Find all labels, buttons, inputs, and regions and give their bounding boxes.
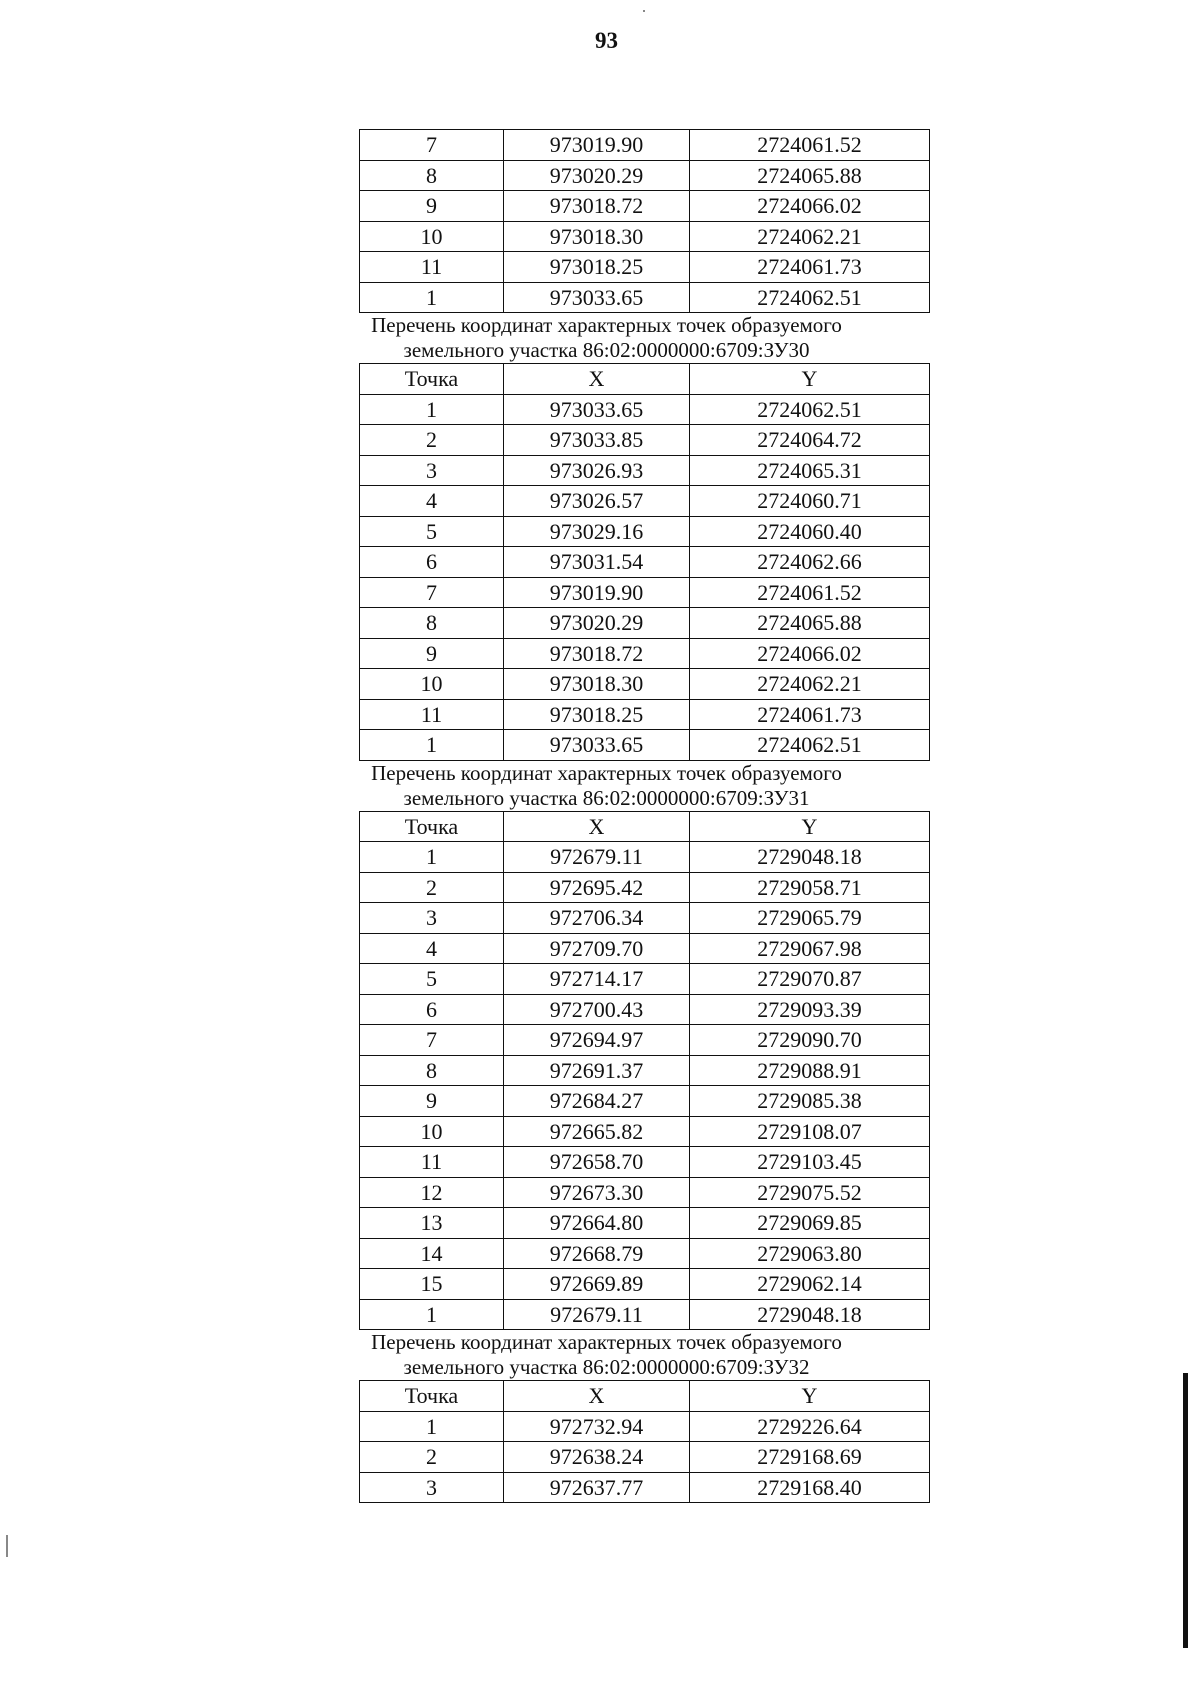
y-coordinate-cell: 2724066.02	[690, 638, 930, 669]
page-number: 93	[595, 28, 618, 53]
section-caption	[0, 761, 1200, 811]
x-coordinate-cell: 972673.30	[504, 1177, 690, 1208]
x-coordinate-cell: 972700.43	[504, 994, 690, 1025]
table-row	[360, 608, 930, 639]
y-coordinate-cell: 2724062.21	[690, 669, 930, 700]
table-row	[360, 252, 930, 283]
point-header: Точка	[360, 1381, 504, 1412]
coordinate-section	[0, 313, 1200, 761]
point-number-cell: 1	[360, 1299, 504, 1330]
y-coordinate-cell: 2729067.98	[690, 933, 930, 964]
x-coordinate-cell: 972691.37	[504, 1055, 690, 1086]
y-coordinate-cell: 2729070.87	[690, 964, 930, 995]
point-number-cell: 1	[360, 282, 504, 313]
point-number-cell: 9	[360, 191, 504, 222]
table-row	[360, 872, 930, 903]
point-number-cell: 8	[360, 608, 504, 639]
x-coordinate-cell: 972714.17	[504, 964, 690, 995]
y-coordinate-cell: 2724065.88	[690, 608, 930, 639]
y-coordinate-cell: 2729085.38	[690, 1086, 930, 1117]
x-coordinate-cell: 973033.85	[504, 425, 690, 456]
scan-speck	[643, 10, 645, 12]
table-row	[360, 1147, 930, 1178]
caption-line-2: земельного участка 86:02:0000000:6709:ЗУ30	[403, 338, 810, 362]
section-caption	[0, 1330, 1200, 1380]
y-coordinate-cell: 2724062.66	[690, 547, 930, 578]
point-number-cell: 15	[360, 1269, 504, 1300]
y-coordinate-cell: 2729048.18	[690, 842, 930, 873]
point-number-cell: 4	[360, 486, 504, 517]
table-row	[360, 933, 930, 964]
point-number-cell: 3	[360, 455, 504, 486]
y-header: Y	[690, 1381, 930, 1412]
x-coordinate-cell: 973033.65	[504, 282, 690, 313]
y-coordinate-cell: 2724060.40	[690, 516, 930, 547]
point-number-cell: 2	[360, 1442, 504, 1473]
point-number-cell: 10	[360, 221, 504, 252]
x-coordinate-cell: 973019.90	[504, 130, 690, 161]
y-coordinate-cell: 2724062.51	[690, 730, 930, 761]
x-coordinate-cell: 972668.79	[504, 1238, 690, 1269]
x-coordinate-cell: 973033.65	[504, 730, 690, 761]
caption-line-1: Перечень координат характерных точек образуемого	[371, 760, 842, 785]
y-coordinate-cell: 2729103.45	[690, 1147, 930, 1178]
point-number-cell: 12	[360, 1177, 504, 1208]
x-coordinate-cell: 972679.11	[504, 842, 690, 873]
table-row	[360, 903, 930, 934]
point-number-cell: 1	[360, 394, 504, 425]
caption-line-2: земельного участка 86:02:0000000:6709:ЗУ31	[403, 785, 810, 810]
x-coordinate-cell: 973018.72	[504, 638, 690, 669]
coordinate-section	[0, 1330, 1200, 1503]
table-row	[360, 547, 930, 578]
coordinates-table-continued	[359, 129, 930, 313]
y-coordinate-cell: 2729168.69	[690, 1442, 930, 1473]
point-number-cell: 9	[360, 638, 504, 669]
coordinate-section	[0, 761, 1200, 1331]
x-coordinate-cell: 972706.34	[504, 903, 690, 934]
x-coordinate-cell: 972679.11	[504, 1299, 690, 1330]
document-body	[0, 129, 1200, 1503]
x-coordinate-cell: 973020.29	[504, 160, 690, 191]
table-row	[360, 699, 930, 730]
x-coordinate-cell: 973033.65	[504, 394, 690, 425]
table-header-row	[360, 811, 930, 842]
x-coordinate-cell: 973018.30	[504, 221, 690, 252]
point-number-cell: 11	[360, 1147, 504, 1178]
x-coordinate-cell: 973031.54	[504, 547, 690, 578]
table-row	[360, 1269, 930, 1300]
x-coordinate-cell: 972664.80	[504, 1208, 690, 1239]
y-coordinate-cell: 2729168.40	[690, 1472, 930, 1503]
point-number-cell: 1	[360, 1411, 504, 1442]
x-coordinate-cell: 973026.93	[504, 455, 690, 486]
table-row	[360, 160, 930, 191]
table-row	[360, 1208, 930, 1239]
scan-speck	[6, 1535, 8, 1557]
point-header: Точка	[360, 811, 504, 842]
point-number-cell: 10	[360, 1116, 504, 1147]
y-coordinate-cell: 2724060.71	[690, 486, 930, 517]
coordinates-table	[359, 363, 930, 761]
table-row	[360, 486, 930, 517]
point-number-cell: 14	[360, 1238, 504, 1269]
x-coordinate-cell: 972732.94	[504, 1411, 690, 1442]
point-number-cell: 3	[360, 903, 504, 934]
table-row	[360, 577, 930, 608]
table-row	[360, 964, 930, 995]
y-coordinate-cell: 2729226.64	[690, 1411, 930, 1442]
point-number-cell: 7	[360, 1025, 504, 1056]
x-coordinate-cell: 973018.72	[504, 191, 690, 222]
point-number-cell: 10	[360, 669, 504, 700]
section-caption	[0, 313, 1200, 363]
point-number-cell: 5	[360, 964, 504, 995]
table-row	[360, 730, 930, 761]
point-number-cell: 11	[360, 252, 504, 283]
caption-line-1: Перечень координат характерных точек образуемого	[371, 313, 842, 337]
y-header: Y	[690, 811, 930, 842]
table-row	[360, 425, 930, 456]
y-coordinate-cell: 2724062.21	[690, 221, 930, 252]
x-header: X	[504, 364, 690, 395]
table-row	[360, 455, 930, 486]
table-row	[360, 394, 930, 425]
point-number-cell: 2	[360, 872, 504, 903]
x-coordinate-cell: 972684.27	[504, 1086, 690, 1117]
point-number-cell: 8	[360, 1055, 504, 1086]
coordinates-table	[359, 1380, 930, 1503]
x-coordinate-cell: 972658.70	[504, 1147, 690, 1178]
table-row	[360, 1238, 930, 1269]
table-row	[360, 516, 930, 547]
y-coordinate-cell: 2729062.14	[690, 1269, 930, 1300]
x-coordinate-cell: 973029.16	[504, 516, 690, 547]
y-coordinate-cell: 2729090.70	[690, 1025, 930, 1056]
table-row	[360, 282, 930, 313]
table-row	[360, 1177, 930, 1208]
x-coordinate-cell: 973018.30	[504, 669, 690, 700]
y-coordinate-cell: 2724064.72	[690, 425, 930, 456]
y-coordinate-cell: 2724061.73	[690, 252, 930, 283]
caption-line-2: земельного участка 86:02:0000000:6709:ЗУ32	[403, 1355, 810, 1379]
y-coordinate-cell: 2729069.85	[690, 1208, 930, 1239]
scan-edge-mark	[1183, 1373, 1188, 1648]
table-row	[360, 130, 930, 161]
x-coordinate-cell: 972695.42	[504, 872, 690, 903]
point-number-cell: 2	[360, 425, 504, 456]
y-coordinate-cell: 2724065.31	[690, 455, 930, 486]
table-row	[360, 842, 930, 873]
point-header: Точка	[360, 364, 504, 395]
table-row	[360, 1116, 930, 1147]
y-coordinate-cell: 2729063.80	[690, 1238, 930, 1269]
table-row	[360, 1411, 930, 1442]
table-header-row	[360, 364, 930, 395]
table-row	[360, 1055, 930, 1086]
x-coordinate-cell: 972665.82	[504, 1116, 690, 1147]
y-coordinate-cell: 2729065.79	[690, 903, 930, 934]
point-number-cell: 6	[360, 547, 504, 578]
point-number-cell: 7	[360, 577, 504, 608]
x-coordinate-cell: 972669.89	[504, 1269, 690, 1300]
point-number-cell: 11	[360, 699, 504, 730]
y-coordinate-cell: 2724062.51	[690, 282, 930, 313]
point-number-cell: 9	[360, 1086, 504, 1117]
x-coordinate-cell: 972694.97	[504, 1025, 690, 1056]
x-coordinate-cell: 973018.25	[504, 252, 690, 283]
coordinates-table	[359, 811, 930, 1331]
y-coordinate-cell: 2729075.52	[690, 1177, 930, 1208]
table-header-row	[360, 1381, 930, 1412]
point-number-cell: 7	[360, 130, 504, 161]
x-coordinate-cell: 973026.57	[504, 486, 690, 517]
y-coordinate-cell: 2724062.51	[690, 394, 930, 425]
y-coordinate-cell: 2729093.39	[690, 994, 930, 1025]
point-number-cell: 4	[360, 933, 504, 964]
point-number-cell: 1	[360, 730, 504, 761]
table-row	[360, 1299, 930, 1330]
caption-line-1: Перечень координат характерных точек образуемого	[371, 1330, 842, 1354]
y-coordinate-cell: 2729048.18	[690, 1299, 930, 1330]
point-number-cell: 6	[360, 994, 504, 1025]
table-row	[360, 221, 930, 252]
x-coordinate-cell: 973019.90	[504, 577, 690, 608]
y-coordinate-cell: 2729108.07	[690, 1116, 930, 1147]
x-coordinate-cell: 972637.77	[504, 1472, 690, 1503]
y-coordinate-cell: 2724061.52	[690, 577, 930, 608]
point-number-cell: 5	[360, 516, 504, 547]
table-row	[360, 638, 930, 669]
x-header: X	[504, 811, 690, 842]
table-row	[360, 191, 930, 222]
coordinate-sections	[0, 313, 1200, 1503]
y-coordinate-cell: 2729058.71	[690, 872, 930, 903]
x-header: X	[504, 1381, 690, 1412]
table-row	[360, 1025, 930, 1056]
x-coordinate-cell: 973018.25	[504, 699, 690, 730]
x-coordinate-cell: 972638.24	[504, 1442, 690, 1473]
table-row	[360, 1086, 930, 1117]
y-coordinate-cell: 2724061.73	[690, 699, 930, 730]
table-row	[360, 1442, 930, 1473]
table-row	[360, 669, 930, 700]
y-coordinate-cell: 2724061.52	[690, 130, 930, 161]
x-coordinate-cell: 972709.70	[504, 933, 690, 964]
point-number-cell: 8	[360, 160, 504, 191]
y-coordinate-cell: 2724065.88	[690, 160, 930, 191]
point-number-cell: 1	[360, 842, 504, 873]
table-row	[360, 1472, 930, 1503]
table-row	[360, 994, 930, 1025]
y-header: Y	[690, 364, 930, 395]
x-coordinate-cell: 973020.29	[504, 608, 690, 639]
y-coordinate-cell: 2724066.02	[690, 191, 930, 222]
y-coordinate-cell: 2729088.91	[690, 1055, 930, 1086]
point-number-cell: 3	[360, 1472, 504, 1503]
point-number-cell: 13	[360, 1208, 504, 1239]
